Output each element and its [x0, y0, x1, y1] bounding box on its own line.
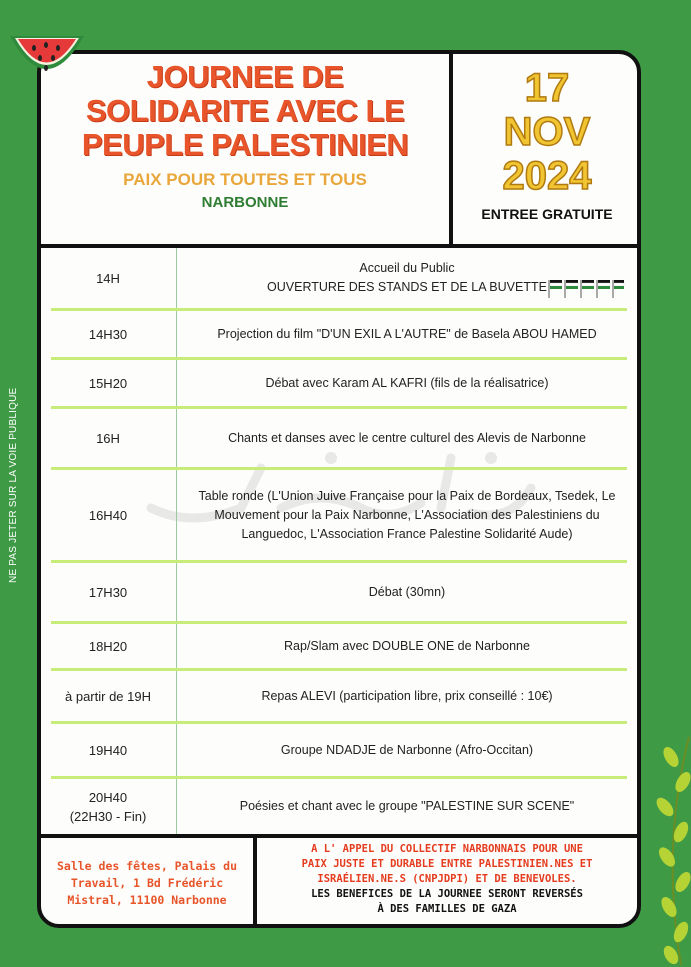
schedule-row: [41, 624, 637, 668]
title-line-2: SOLIDARITE AVEC LE: [85, 93, 405, 128]
schedule-row: [41, 779, 637, 834]
row-time: 14H30: [88, 326, 128, 342]
row-desc-line: Rap/Slam avec DOUBLE ONE de Narbonne: [284, 638, 530, 653]
row-desc-line: Projection du film "D'UN EXIL A L'AUTRE" de Basela ABOU HAMED: [217, 326, 597, 341]
row-time: 16H: [96, 430, 120, 446]
row-description: [177, 470, 637, 560]
watermelon-icon: [6, 14, 86, 84]
row-time: 19H40: [88, 742, 128, 758]
row-description: [177, 563, 637, 621]
row-description: [177, 724, 637, 776]
schedule-row: [41, 724, 637, 776]
benefit-line: À DES FAMILLES DE GAZA: [377, 903, 517, 915]
row-description: [177, 360, 637, 406]
row-desc-line: Chants et danses avec le centre culturel des Alevis de Narbonne: [228, 430, 586, 445]
row-desc-line: OUVERTURE DES STANDS ET DE LA BUVETTE: [267, 280, 547, 294]
row-time-line: (22H30 - Fin): [69, 808, 147, 824]
organizer-appeal: [257, 838, 637, 928]
row-desc-line: Languedoc, L'Association France Palestine Solidarité Aude): [241, 526, 573, 541]
row-desc-line: Table ronde (L'Union Juive Française pour la Paix de Bordeaux, Tsedek, Le: [198, 488, 616, 503]
row-time: 18H20: [88, 638, 128, 654]
date-month: NOV: [503, 110, 591, 154]
title-line-1: JOURNEE DE: [146, 59, 344, 94]
schedule-row: [41, 470, 637, 560]
date-year: 2024: [502, 154, 592, 198]
appeal-line: A L' APPEL DU COLLECTIF NARBONNAIS POUR UNE: [311, 843, 583, 855]
row-time: 14H: [96, 270, 120, 286]
schedule-row: [41, 360, 637, 406]
schedule-row: [41, 311, 637, 357]
row-time: 16H40: [88, 507, 128, 523]
schedule-row: [41, 563, 637, 621]
schedule-row: [41, 409, 637, 467]
side-disclaimer: NE PAS JETER SUR LA VOIE PUBLIQUE: [8, 387, 19, 583]
row-description: [177, 624, 637, 668]
row-desc-line: Débat (30mn): [368, 584, 446, 599]
row-description: [177, 311, 637, 357]
appeal-line: PAIX JUSTE ET DURABLE ENTRE PALESTINIEN.NES ET: [301, 858, 593, 870]
row-desc-line: Repas ALEVI (participation libre, prix conseillé : 10€): [261, 688, 553, 703]
appeal-line: ISRAÉLIEN.NE.S (CNPJDPI) ET DE BENEVOLES.: [317, 873, 577, 885]
row-time-line: 20H40: [88, 789, 128, 805]
row-time: à partir de 19H: [65, 688, 151, 704]
olive-branch-icon: [631, 727, 691, 967]
row-time: 17H30: [88, 584, 128, 600]
title-line-3: PEUPLE PALESTINIEN: [81, 127, 409, 162]
benefit-line: LES BENEFICES DE LA JOURNEE SERONT REVERSÉS: [311, 888, 583, 900]
schedule-row: [41, 671, 637, 721]
date-block: [453, 54, 641, 244]
row-desc-line: Groupe NDADJE de Narbonne (Afro-Occitan): [280, 742, 534, 757]
venue-line: Salle des fêtes, Palais du: [56, 858, 237, 873]
flags-icon: [545, 276, 625, 300]
schedule-table: [41, 248, 637, 834]
row-desc-line: Débat avec Karam AL KAFRI (fils de la réalisatrice): [265, 375, 549, 390]
entry-free: ENTREE GRATUITE: [481, 206, 613, 222]
schedule-row: [41, 248, 637, 308]
venue-line: Mistral, 11100 Narbonne: [67, 892, 227, 907]
subtitle: PAIX POUR TOUTES ET TOUS: [123, 170, 367, 189]
date-day: 17: [524, 66, 570, 110]
row-desc-line: Mouvement pour la Paix Narbonne, L'Association des Palestiniens du: [214, 507, 600, 522]
row-description: [177, 779, 637, 834]
venue-address: [41, 838, 253, 928]
city: NARBONNE: [201, 194, 289, 211]
row-desc-line: Poésies et chant avec le groupe "PALESTINE SUR SCENE": [239, 799, 575, 813]
row-description: [177, 671, 637, 721]
header-title-block: [41, 54, 449, 244]
row-time: 15H20: [88, 375, 128, 391]
venue-line: Travail, 1 Bd Frédéric: [70, 875, 224, 890]
row-time: [41, 779, 175, 834]
poster: [37, 50, 641, 928]
footer: [41, 838, 637, 928]
row-description: [177, 409, 637, 467]
row-desc-line: Accueil du Public: [359, 261, 455, 275]
